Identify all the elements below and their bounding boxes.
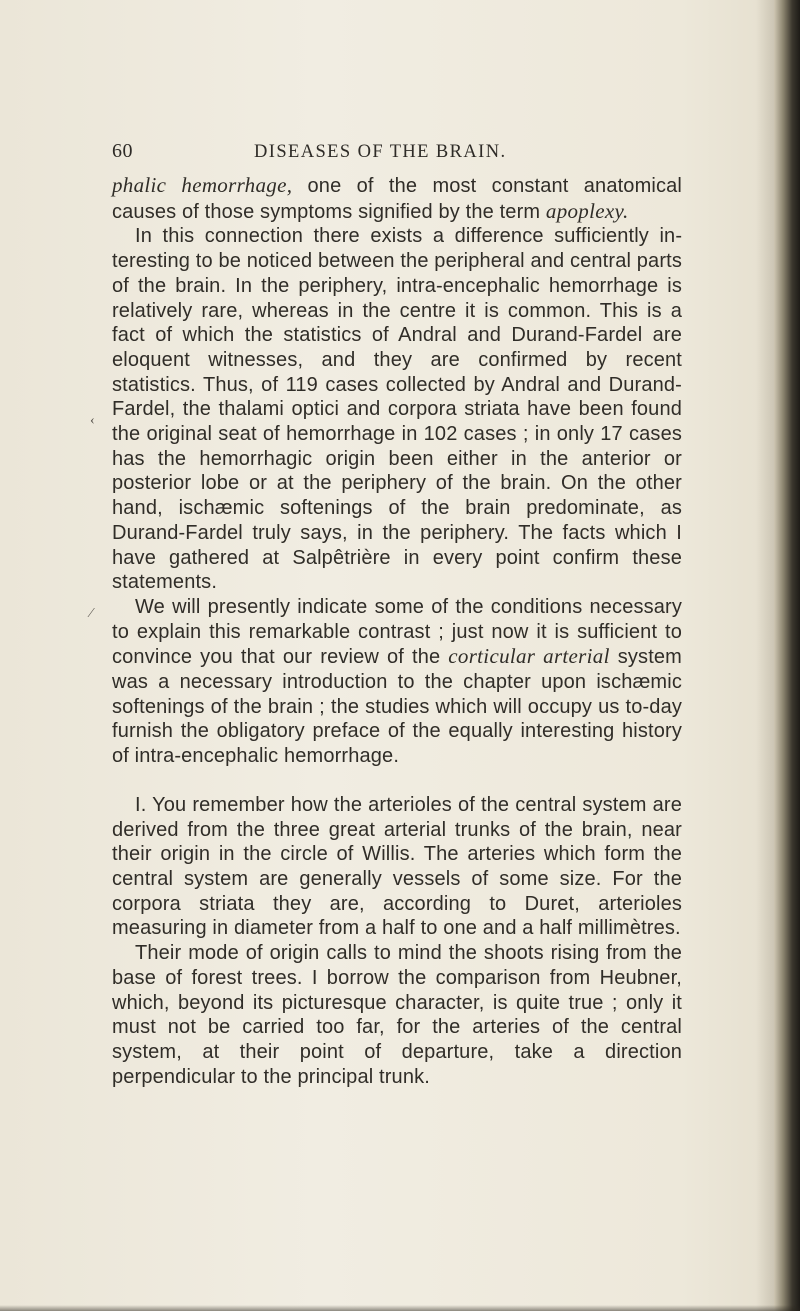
text-run: I. You remember how the arterioles of the central system are derived from the three great arterial trunks of the brain, near their origin in the circle of Willis. The arteries which form the central system are generally vessels of some size. For the corpora striata they are, according to Duret, arterioles measuring in diameter from a half to one and a half millimètres.: [112, 793, 682, 940]
book-binding-edge: [774, 0, 800, 1311]
margin-pencil-mark: ‹: [90, 413, 95, 428]
running-title: DISEASES OF THE BRAIN.: [254, 142, 507, 162]
paragraph: [112, 224, 682, 595]
text-run: one of the most constant anatomical causes of those symptoms signified by the term: [112, 175, 682, 223]
page-header: [0, 140, 800, 164]
paragraph: [112, 595, 682, 769]
italic-phrase: phalic hemorrhage,: [112, 173, 293, 197]
body-text: [112, 173, 682, 1089]
paragraph: [112, 173, 682, 224]
paragraph: [112, 793, 682, 941]
text-run: system was a necessary introduction to the chapter upon ischæmic softenings of the brain ; the studies which will occupy us to-day furnish the obligatory preface of the equally interesting history of intra-encephalic hemorrhage.: [112, 646, 682, 768]
page-number: 60: [112, 140, 133, 162]
text-run: In this connection there exists a difference sufficiently interesting to be noticed between the peripheral and central parts of the brain. In the periphery, intra-encephalic hemorrhage is relatively rare, whereas in the centre it is common. This is a fact of which the statistics of Andral and Durand-Fardel are eloquent witnesses, and they are confirmed by recent statistics. Thus, of 119 cases collected by Andral and Durand-Fardel, the thalami optici and corpora striata have been found the original seat of hemorrhage in 102 cases ; in only 17 cases has the hemorrhagic origin been either in the anterior or posterior lobe or at the periphery of the brain. On the other hand, ischæmic softenings of the brain predominate, as Durand-Fardel truly says, in the periphery. The facts which I have gathered at Salpêtrière in every point confirm these statements.: [112, 225, 682, 594]
binding-shadow: [756, 0, 774, 1311]
italic-phrase: apoplexy.: [545, 198, 629, 223]
text-run: We will presently indicate some of the conditions necessary to explain this remarkable contrast ; just now it is sufficient to convince you that our review of the: [112, 595, 682, 669]
paragraph: [112, 941, 682, 1089]
margin-pencil-mark: ⁄: [90, 606, 93, 621]
text-run: Their mode of origin calls to mind the shoots rising from the base of forest trees. I borrow the comparison from Heubner, which, beyond its picturesque character, is quite true ; only it must not be carried too far, for the arteries of the central system, at their point of departure, take a direction perpendicular to the principal trunk.: [112, 942, 682, 1088]
italic-phrase: corticular arterial: [448, 644, 610, 669]
page-bottom-edge: [0, 1305, 800, 1311]
